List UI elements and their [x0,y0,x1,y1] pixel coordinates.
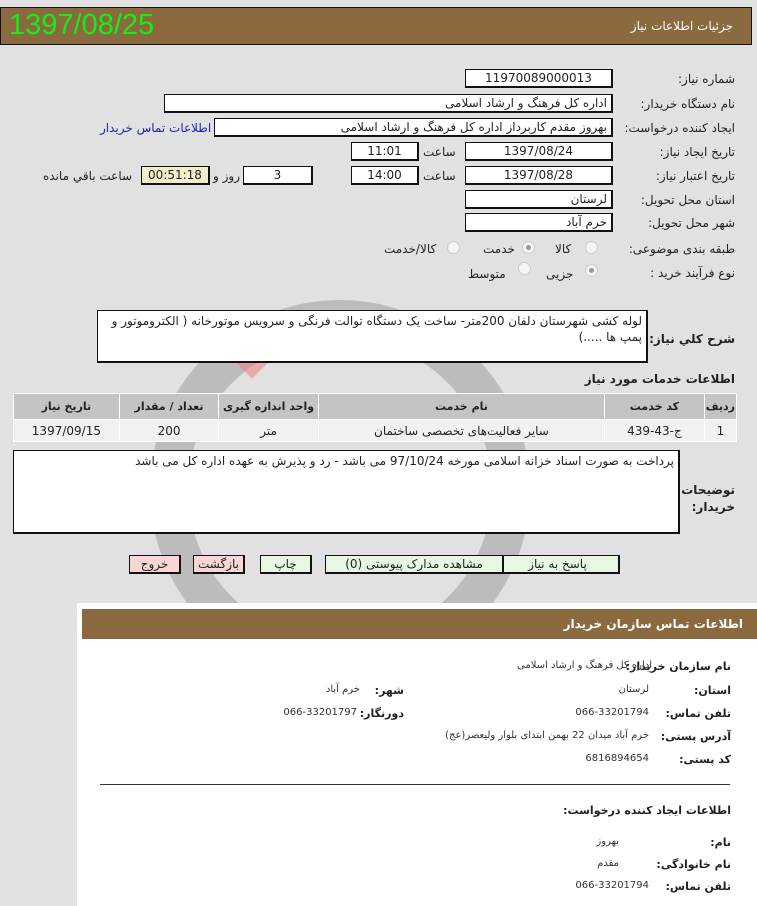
creator-first-name-value: بهروز [596,836,619,847]
created-time-field: 11:01 [351,142,419,161]
cell-row: 1 [704,420,736,442]
time-remaining-field: 00:51:18 [141,166,210,185]
contact-card-header [82,609,757,639]
contact-phone-value: 066-33201794 [575,707,649,718]
purchase-radio-minor[interactable] [585,264,598,277]
contact-divider [100,784,730,785]
province-label: استان محل تحویل: [640,193,735,207]
valid-time-field: 14:00 [351,166,419,185]
contact-fax-value: 066-33201797 [283,707,357,718]
province-field: لرستان [465,190,613,209]
purchase-type-label: نوع فرآیند خرید : [650,266,735,280]
contact-city-value: خرم آباد [325,684,360,695]
back-button[interactable]: بازگشت [193,555,245,574]
contact-province-label: استان: [694,684,731,697]
contact-card-title: اطلاعات تماس سازمان خریدار [563,617,743,631]
services-title: اطلاعات خدمات مورد نیاز [584,372,735,386]
page-title: جزئیات اطلاعات نیاز [630,19,733,33]
category-option-goods: کالا [555,242,572,256]
page-header [0,7,752,45]
creator-section-title: اطلاعات ایجاد کننده درخواست: [563,804,731,817]
valid-time-label: ساعت [423,169,456,183]
need-number-label: شماره نیاز: [678,72,735,86]
col-unit: واحد اندازه گیری [219,394,319,420]
need-number-field: 11970089000013 [465,69,613,88]
contact-phone-label: تلفن تماس: [665,707,731,720]
description-label: شرح کلي نياز: [649,332,735,346]
contact-province-value: لرستان [618,684,649,695]
contact-org-value: اداره کل فرهنگ و ارشاد اسلامی [517,660,652,671]
days-label: روز و [213,169,240,183]
category-option-goods-service: کالا/خدمت [384,242,437,256]
table-row [14,420,737,442]
description-textarea[interactable]: لوله کشی شهرستان دلفان 200متر- ساخت یک دستگاه توالت فرنگی و سرویس موتورخانه ( الکتروموتور و پمپ ها .....) [97,310,648,363]
buyer-notes-textarea[interactable]: پرداخت به صورت اسناد خزانه اسلامی مورخه 97/10/24 می باشد - رد و پذیرش به عهده اداره کل می باشد [13,450,680,534]
reply-button[interactable]: پاسخ به نیاز [496,555,620,574]
cell-qty: 200 [119,420,219,442]
contact-org-label: نام سازمان خریدار: [625,660,731,673]
created-date-field: 1397/08/24 [465,142,613,161]
category-radio-goods[interactable] [585,241,598,254]
purchase-radio-medium[interactable] [518,262,531,275]
category-label: طبقه بندی موضوعی: [628,242,735,256]
valid-date-label: تاریخ اعتبار نیاز: [655,169,735,183]
header-date: 1397/08/25 [9,9,155,41]
creator-last-name-label: نام خانوادگی: [656,858,731,871]
created-time-label: ساعت [423,145,456,159]
buyer-org-field: اداره کل فرهنگ و ارشاد اسلامی [164,94,613,113]
col-qty: تعداد / مقدار [119,394,219,420]
col-code: کد خدمت [605,394,705,420]
created-date-label: تاریخ ایجاد نیاز: [659,145,735,159]
contact-postal-label: کد پستی: [679,753,731,766]
buyer-org-label: نام دستگاه خریدار: [640,97,735,111]
attachments-button[interactable]: مشاهده مدارک پیوستی (0) [325,555,504,574]
col-date: تاریخ نیاز [14,394,120,420]
contact-address-value: خرم آباد میدان 22 بهمن ابتدای بلوار ولیعصر(عج) [445,730,649,741]
cell-date: 1397/09/15 [14,420,120,442]
purchase-option-minor: جزیی [546,267,574,281]
valid-date-field: 1397/08/28 [465,166,613,185]
category-radio-goods-service[interactable] [447,241,460,254]
col-name: نام خدمت [318,394,604,420]
category-radio-service[interactable] [522,241,535,254]
cell-unit: متر [219,420,319,442]
remaining-label: ساعت باقي مانده [43,169,133,183]
buyer-notes-label: توضیحات خریدار: [681,483,735,514]
city-label: شهر محل تحویل: [648,216,735,230]
city-field: خرم آباد [465,213,613,232]
days-remaining-field: 3 [243,166,313,185]
requester-label: ایجاد کننده درخواست: [624,121,735,135]
col-row: ردیف [704,394,736,420]
category-option-service: خدمت [483,242,515,256]
contact-fax-label: دورنگار: [359,707,404,720]
buyer-contact-link[interactable]: اطلاعات تماس خریدار [100,121,212,135]
creator-phone-value: 066-33201794 [575,880,649,891]
creator-phone-label: تلفن تماس: [665,880,731,893]
cell-code: ج-43-439 [605,420,705,442]
table-header-row [14,394,737,420]
print-button[interactable]: چاپ [260,555,312,574]
creator-first-name-label: نام: [710,836,731,849]
contact-postal-value: 6816894654 [585,753,649,764]
creator-last-name-value: مقدم [597,858,619,869]
exit-button[interactable]: خروج [129,555,181,574]
requester-field: بهروز مقدم کاربرداز اداره کل فرهنگ و ارشاد اسلامی [214,118,613,137]
contact-address-label: آدرس پستی: [660,730,731,743]
buyer-contact-card [77,603,757,906]
purchase-option-medium: متوسط [468,267,506,281]
services-table [13,393,737,442]
contact-city-label: شهر: [374,684,404,697]
cell-name: سایر فعالیت‌های تخصصی ساختمان [318,420,604,442]
